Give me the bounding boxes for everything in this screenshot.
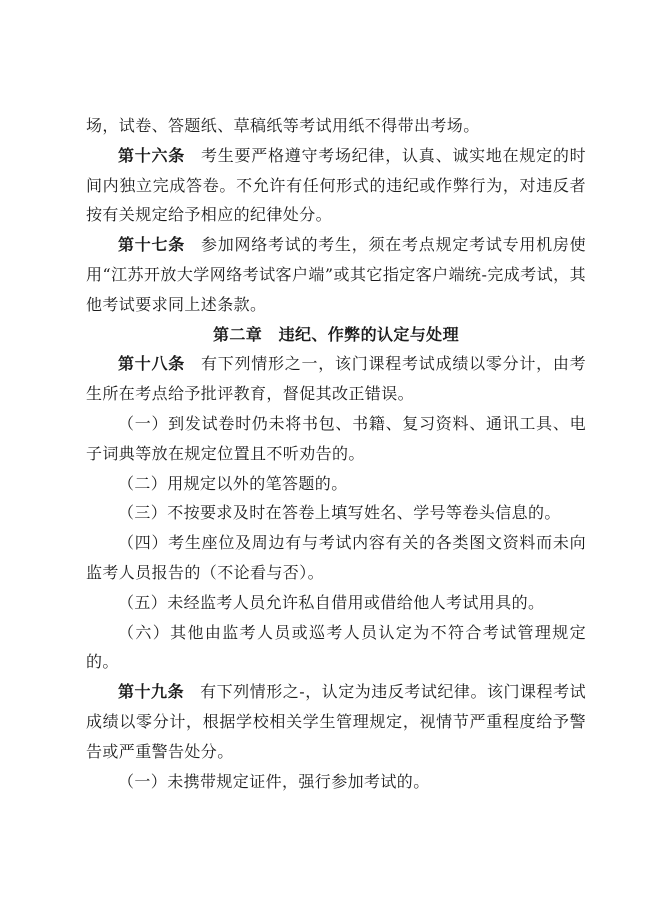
list-item: （六）其他由监考人员或巡考人员认定为不符合考试管理规定的。: [86, 622, 586, 672]
list-item: （五）未经监考人员允许私自借用或借给他人考试用具的。: [118, 592, 545, 612]
chapter-title: 第二章 违纪、作弊的认定与处理: [212, 324, 459, 344]
document-page: [86, 111, 586, 796]
paragraph-continuation: [86, 111, 586, 141]
paragraph-text: 场，试卷、答题纸、草稿纸等考试用纸不得带出考场。: [86, 116, 480, 135]
article-18: [86, 349, 586, 409]
article-text: 有下列情形之-，认定为违反考试纪律。该门课程考试成绩以零分计，根据学校相关学生管理规定，视情节严重程度给予警告或严重警告处分。: [86, 682, 586, 761]
list-item: （一）到发试卷时仍未将书包、书籍、复习资料、通讯工具、电子词典等放在规定位置且不听劝告的。: [86, 413, 586, 463]
list-item: （四）考生座位及周边有与考试内容有关的各类图文资料而未向监考人员报告的（不论看与否）。: [86, 533, 586, 582]
list-item: （一）未携带规定证件，强行参加考试的。: [118, 771, 430, 791]
article-label: 第十七条: [118, 235, 186, 255]
article-label: 第十六条: [118, 145, 186, 165]
article-17: [86, 230, 586, 319]
list-item: （二）用规定以外的笔答题的。: [118, 473, 348, 493]
article-label: 第十八条: [118, 354, 186, 374]
article-text: 考生要严格遵守考场纪律，认真、诚实地在规定的时间内独立完成答卷。不允许有任何形式的违纪或作弊行为，对违反者按有关规定给予相应的纪律处分。: [86, 145, 586, 225]
article-text: 有下列情形之一，该门课程考试成绩以零分计，由考生所在考点给予批评教育，督促其改正错误。: [86, 354, 586, 404]
article-label: 第十九条: [118, 682, 185, 702]
article-19: [86, 677, 586, 766]
article-16: [86, 141, 586, 230]
article-text: 参加网络考试的考生，须在考点规定考试专用机房使用“江苏开放大学网络考试客户端”或其它指定客户端统-完成考试，其他考试要求同上述条款。: [86, 235, 586, 314]
list-item: （三）不按要求及时在答卷上填写姓名、学号等卷头信息的。: [118, 503, 561, 523]
